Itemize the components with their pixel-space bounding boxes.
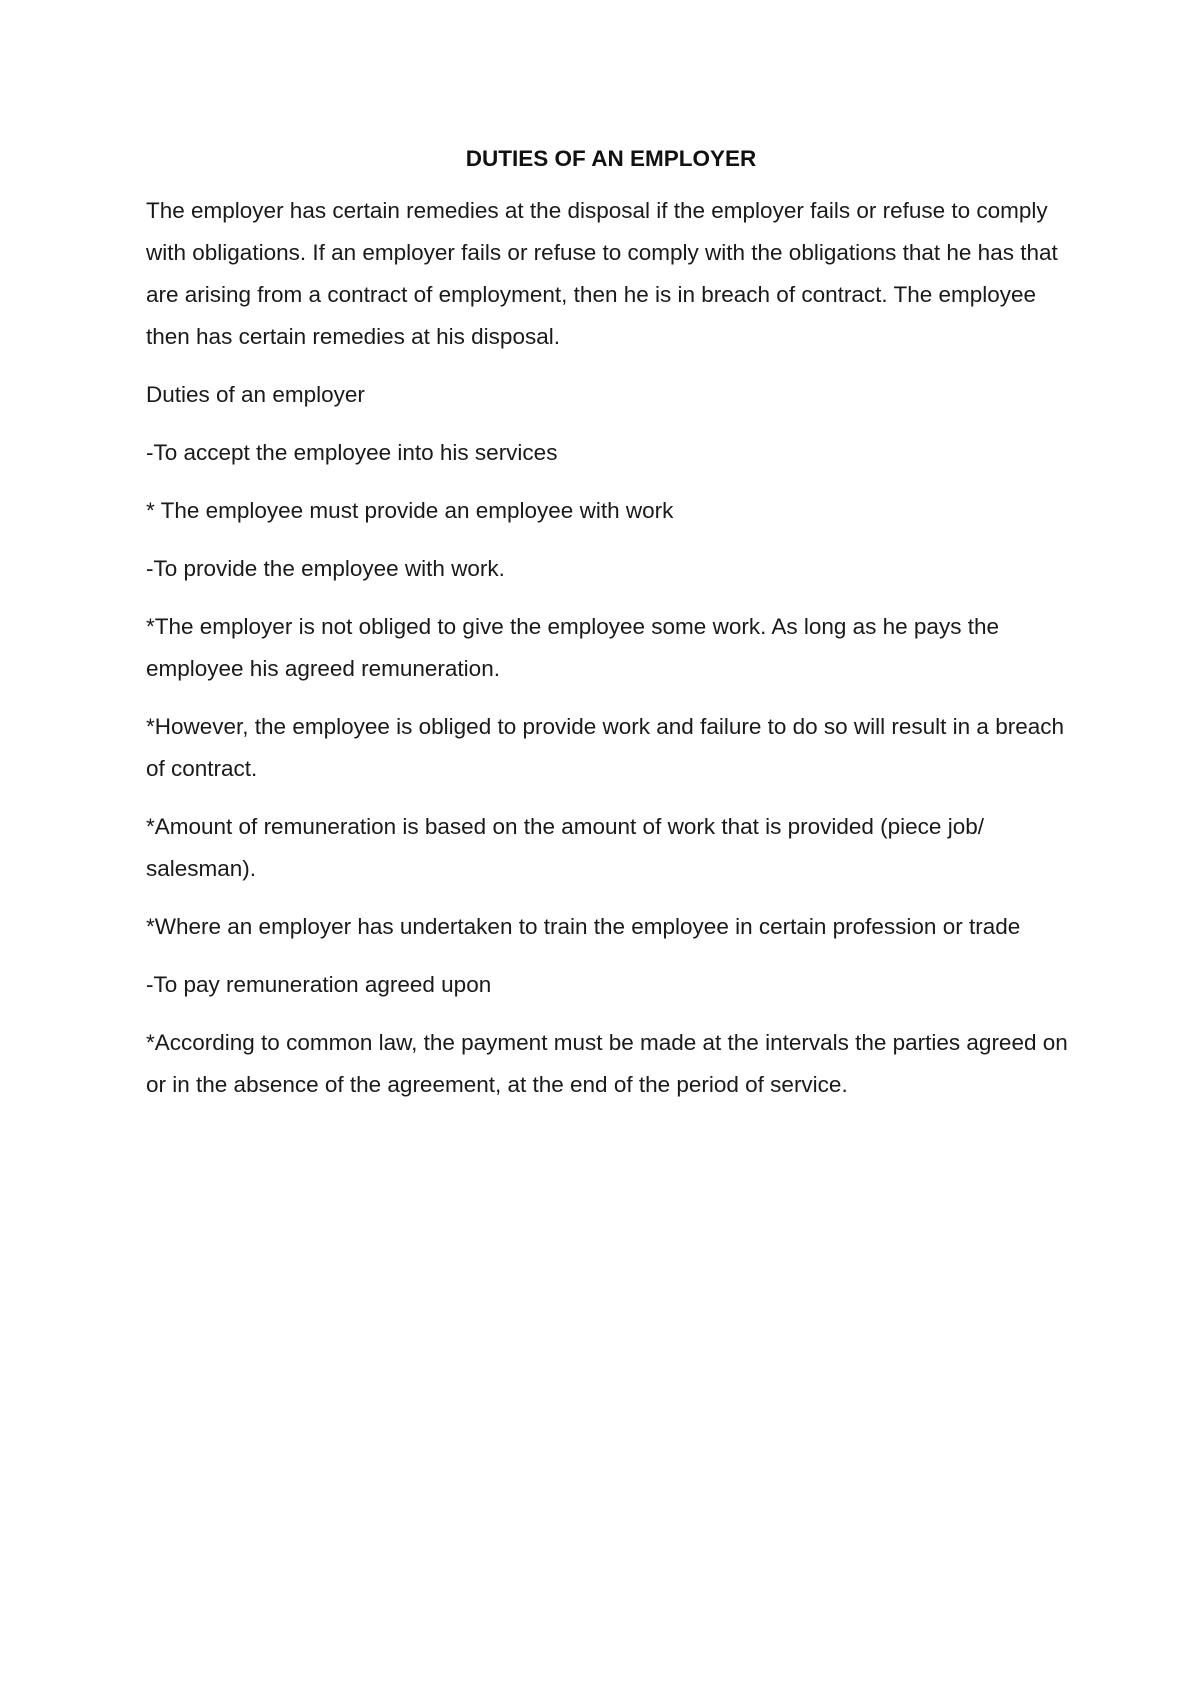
list-item: *According to common law, the payment must be made at the intervals the parties agreed on or in the absence of the agreement, at the end of the period of service. bbox=[146, 1030, 1068, 1097]
document-body bbox=[146, 142, 1076, 1122]
list-item: *The employer is not obliged to give the employee some work. As long as he pays the employee his agreed remuneration. bbox=[146, 614, 999, 681]
document-title: DUTIES OF AN EMPLOYER bbox=[465, 146, 757, 171]
list-item: -To provide the employee with work. bbox=[146, 556, 505, 581]
intro-paragraph: The employer has certain remedies at the disposal if the employer fails or refuse to comply with obligations. If an employer fails or refuse to comply with the obligations that he has that are arising from a contract of employment, then he is in breach of contract. The employee then has certain remedies at his disposal. bbox=[146, 198, 1058, 349]
list-item: * The employee must provide an employee with work bbox=[146, 498, 674, 523]
list-item: *Amount of remuneration is based on the amount of work that is provided (piece job/ salesman). bbox=[146, 814, 984, 881]
list-item: *Where an employer has undertaken to train the employee in certain profession or trade bbox=[146, 914, 1021, 939]
list-item: *However, the employee is obliged to provide work and failure to do so will result in a breach of contract. bbox=[146, 714, 1064, 781]
list-item: -To pay remuneration agreed upon bbox=[146, 972, 492, 997]
list-item: -To accept the employee into his services bbox=[146, 440, 558, 465]
section-heading: Duties of an employer bbox=[146, 382, 365, 407]
